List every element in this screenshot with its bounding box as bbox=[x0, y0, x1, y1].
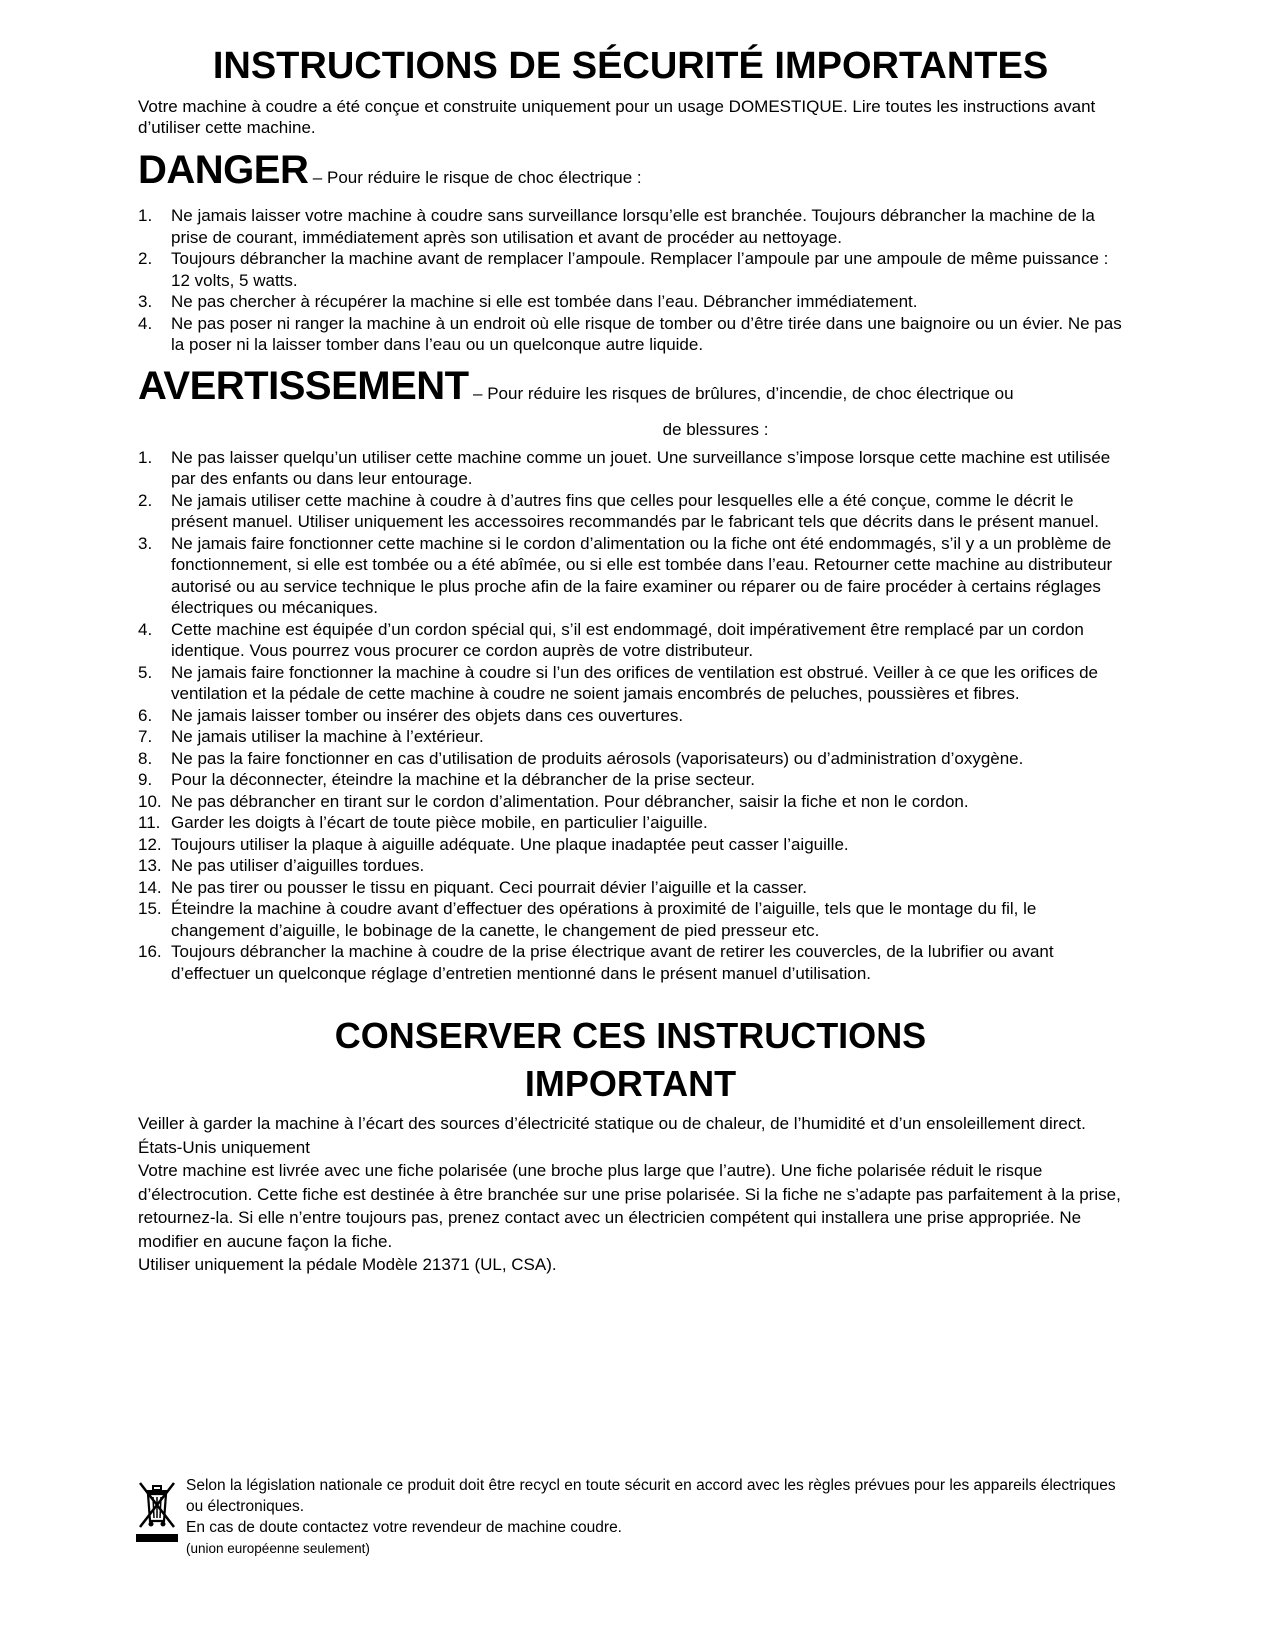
list-item: 3. Ne jamais faire fonctionner cette machine si le cordon d’alimentation ou la fiche ont été endommagés, s’il y a un problème de fonctionnement, si elle est tombée ou a été abîmée, ou si elle est tombée dans l’eau. Retourner cette machine au distributeur autorisé ou au service technique le plus proche afin de la faire examiner ou réparer ou de faire procéder à certains réglages électriques ou mécaniques. bbox=[138, 533, 1113, 617]
list-item: 4. Ne pas poser ni ranger la machine à un endroit où elle risque de tomber ou d’être tirée dans une baignoire ou un évier. Ne pas la poser ni la laisser tomber dans l’eau ou un quelconque autre liquide. bbox=[138, 313, 1122, 354]
list-item: 13. Ne pas utiliser d’aiguilles tordues. bbox=[138, 856, 425, 875]
list-item: 8. Ne pas la faire fonctionner en cas d’utilisation de produits aérosols (vaporisateurs) ou d’administration d’oxygène. bbox=[138, 748, 1024, 768]
list-item: 6. Ne jamais laisser tomber ou insérer des objets dans ces ouvertures. bbox=[138, 705, 684, 725]
important-title: IMPORTANT bbox=[524, 1063, 737, 1104]
important-section bbox=[138, 1112, 1123, 1277]
list-item: 11. Garder les doigts à l’écart de toute pièce mobile, en particulier l’aiguille. bbox=[138, 813, 708, 832]
intro-text: Votre machine à coudre a été conçue et construite uniquement pour un usage DOMESTIQUE. Lire toutes les instructions avant d’utiliser cette machine. bbox=[138, 97, 1096, 137]
list-item: 7. Ne jamais utiliser la machine à l’extérieur. bbox=[138, 727, 484, 746]
warning-subtitle-cont: de blessures : bbox=[662, 419, 769, 439]
pedal-model-note: Utiliser uniquement la pédale Modèle 21371 (UL, CSA). bbox=[138, 1255, 557, 1274]
list-item: 15. Éteindre la machine à coudre avant d’effectuer des opérations à proximité de l’aiguille, tels que le montage du fil, le changement d’aiguille, le bobinage de la canette, le changement de pied presseur etc. bbox=[138, 899, 1037, 940]
recycling-line-1: Selon la législation nationale ce produit doit être recycl en toute sécurit en accord avec les règles prévues pour les appareils électriques ou électroniques. bbox=[186, 1477, 1116, 1515]
recycling-text bbox=[186, 1475, 1121, 1560]
list-item: 1. Ne pas laisser quelqu’un utiliser cette machine comme un jouet. Une surveillance s’impose lorsque cette machine est utilisée par des enfants ou dans leur entourage. bbox=[138, 447, 1111, 488]
warning-list bbox=[138, 447, 1123, 985]
danger-heading: DANGER bbox=[138, 148, 309, 192]
danger-heading-row bbox=[138, 148, 1123, 201]
list-item: 3. Ne pas chercher à récupérer la machine si elle est tombée dans l’eau. Débrancher immédiatement. bbox=[138, 292, 918, 311]
list-item: 2. Ne jamais utiliser cette machine à coudre à d’autres fins que celles pour lesquelles elle a été conçue, comme le décrit le présent manuel. Utiliser uniquement les accessoires recommandés par le fabricant tels que décrits dans le présent manuel. bbox=[138, 490, 1099, 531]
list-item: 4. Cette machine est équipée d’un cordon spécial qui, s’il est endommagé, doit impérativement être remplacé par un cordon identique. Vous pourrez vous procurer ce cordon auprès de votre distributeur. bbox=[138, 619, 1084, 660]
recycling-line-3: (union européenne seulement) bbox=[186, 1541, 370, 1556]
weee-crossed-bin-icon bbox=[136, 1481, 178, 1545]
list-item: 1. Ne jamais laisser votre machine à coudre sans surveillance lorsqu’elle est branchée. Toujours débrancher la machine de la prise de courant, immédiatement après son utilisation et avant de procéder au nettoyage. bbox=[138, 206, 1095, 247]
warning-heading: AVERTISSEMENT bbox=[138, 363, 469, 408]
danger-list bbox=[138, 205, 1123, 356]
list-item: 12. Toujours utiliser la plaque à aiguille adéquate. Une plaque inadaptée peut casser l’aiguille. bbox=[138, 834, 849, 854]
us-only-label: États-Unis uniquement bbox=[138, 1137, 310, 1157]
list-item: 16. Toujours débrancher la machine à coudre de la prise électrique avant de retirer les couvercles, de la lubrifier ou avant d’effectuer un quelconque réglage d’entretien mentionné dans le présent manuel d’utilisation. bbox=[138, 942, 1054, 983]
polarized-plug-paragraph: Votre machine est livrée avec une fiche polarisée (une broche plus large que l’autre). Une fiche polarisée réduit le risque d’électrocution. Cette fiche est destinée à être branchée sur une prise polarisée. Si la fiche ne s’adapte pas parfaitement à la prise, retournez-la. Si elle n’entre toujours pas, prenez contact avec un électricien compétent qui installera une prise appropriée. Ne modifier en aucune façon la fiche. bbox=[138, 1161, 1121, 1251]
save-instructions-title: CONSERVER CES INSTRUCTIONS bbox=[334, 1015, 927, 1056]
important-paragraph: Veiller à garder la machine à l’écart des sources d’électricité statique ou de chaleur, de l’humidité et d’un ensoleillement direct. bbox=[138, 1114, 1086, 1133]
page-content bbox=[138, 40, 1123, 1277]
danger-subtitle: – Pour réduire le risque de choc électrique : bbox=[312, 168, 642, 187]
list-item: 10. Ne pas débrancher en tirant sur le cordon d’alimentation. Pour débrancher, saisir la fiche et non le cordon. bbox=[138, 791, 969, 811]
list-item: 2. Toujours débrancher la machine avant de remplacer l’ampoule. Remplacer l’ampoule par une ampoule de même puissance : 12 volts, 5 watts. bbox=[138, 249, 1109, 290]
recycling-line-2: En cas de doute contactez votre revendeur de machine coudre. bbox=[186, 1519, 622, 1536]
list-item: 5. Ne jamais faire fonctionner la machine à coudre si l’un des orifices de ventilation est obstrué. Veiller à ce que les orifices de ventilation et la pédale de cette machine à coudre ne soient jamais encombrés de peluches, poussières et fibres. bbox=[138, 662, 1098, 703]
recycling-notice bbox=[136, 1475, 1121, 1560]
list-item: 9. Pour la déconnecter, éteindre la machine et la débrancher de la prise secteur. bbox=[138, 770, 756, 789]
list-item: 14. Ne pas tirer ou pousser le tissu en piquant. Ceci pourrait dévier l’aiguille et la casser. bbox=[138, 877, 807, 897]
warning-subtitle: – Pour réduire les risques de brûlures, d’incendie, de choc électrique ou bbox=[473, 383, 1014, 403]
warning-heading-row bbox=[138, 364, 1123, 417]
page-title: INSTRUCTIONS DE SÉCURITÉ IMPORTANTES bbox=[212, 45, 1049, 87]
